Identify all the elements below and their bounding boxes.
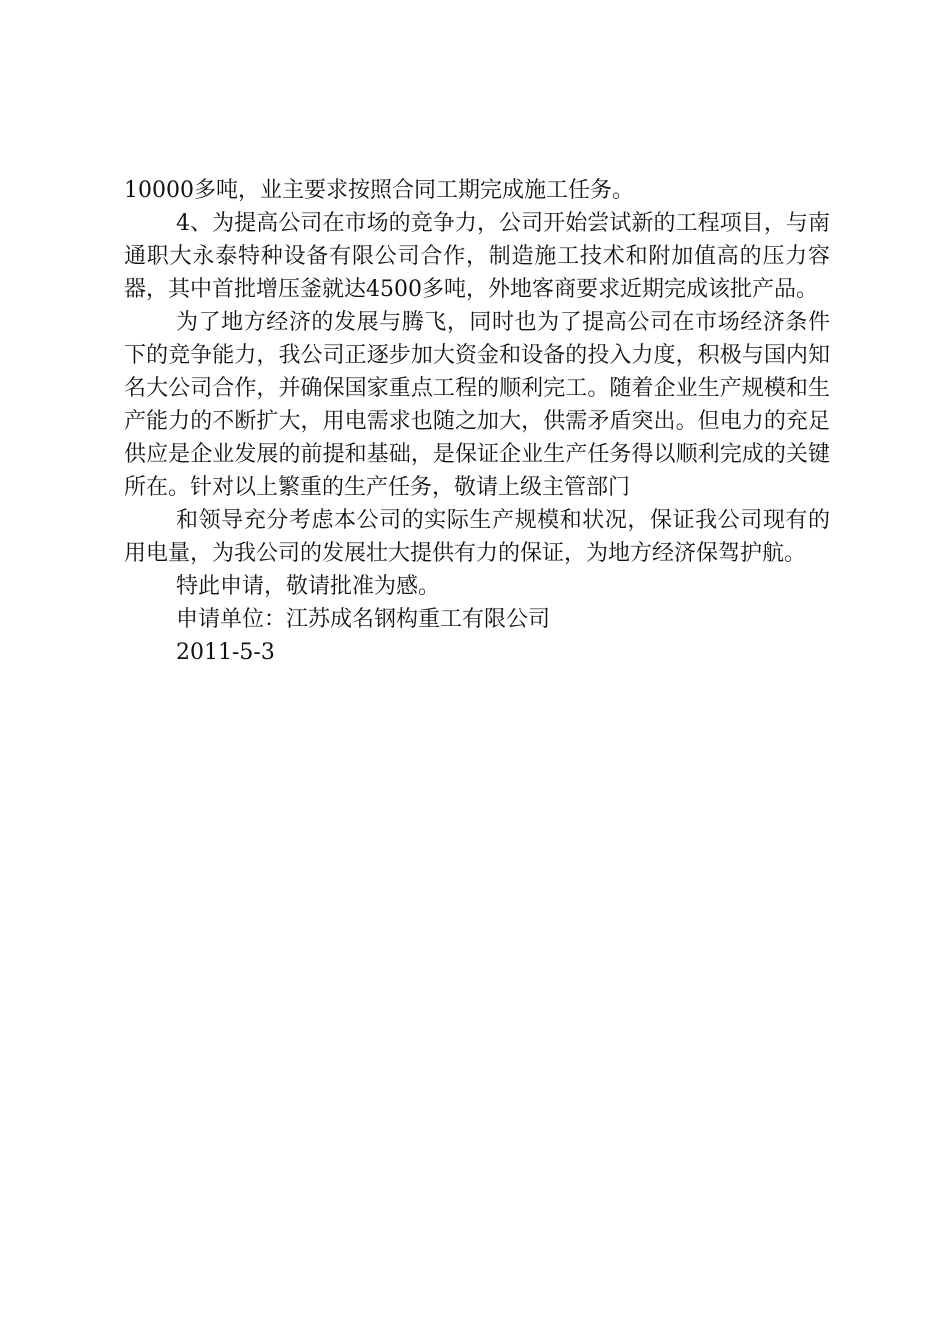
paragraph-request: 和领导充分考虑本公司的实际生产规模和状况，保证我公司现有的用电量，为我公司的发展壮大提供有力的保证，为地方经济保驾护航。 [124,508,830,566]
document-body [124,174,830,669]
paragraph-continuation: 10000多吨，业主要求按照合同工期完成施工任务。 [124,178,634,203]
paragraph-development: 为了地方经济的发展与腾飞，同时也为了提高公司在市场经济条件下的竞争能力，我公司正逐步加大资金和设备的投入力度，积极与国内知名大公司合作，并确保国家重点工程的顺利完工。随着企业生产规模和生产能力的不断扩大，用电需求也随之加大，供需矛盾突出。但电力的充足供应是企业发展的前提和基础，是保证企业生产任务得以顺利完成的关键所在。针对以上繁重的生产任务，敬请上级主管部门 [124,310,830,500]
date-line: 2011-5-3 [176,640,275,665]
applicant-line: 申请单位：江苏成名钢构重工有限公司 [176,607,551,632]
closing-line: 特此申请，敬请批准为感。 [176,574,441,599]
paragraph-item-4: 4、为提高公司在市场的竞争力，公司开始尝试新的工程项目，与南通职大永泰特种设备有限公司合作，制造施工技术和附加值高的压力容器，其中首批增压釜就达4500多吨，外地客商要求近期完成该批产品。 [124,211,830,302]
